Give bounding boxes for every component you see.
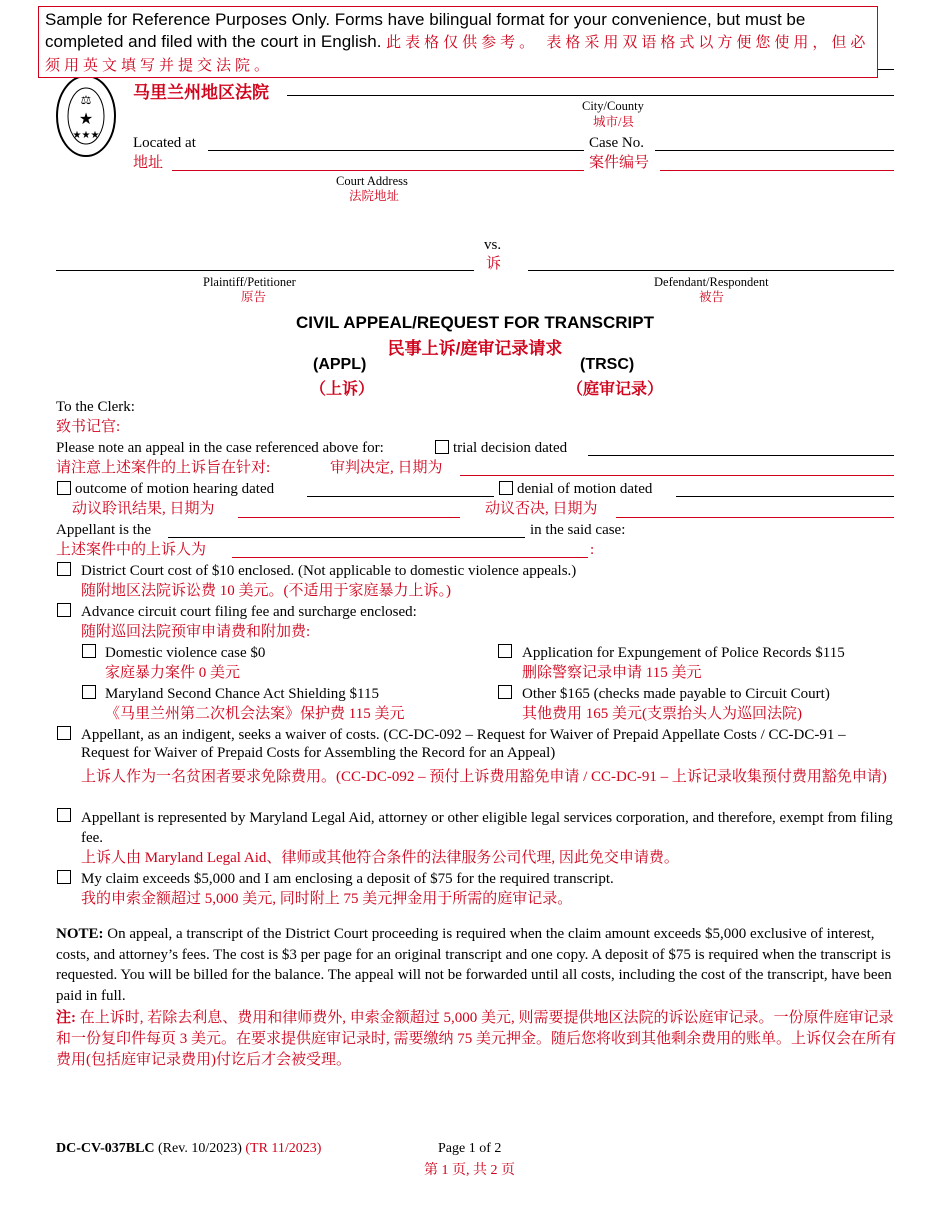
- other-fee-label-zh: 其他费用 165 美元(支票抬头人为巡回法院): [522, 706, 802, 722]
- case-no-line[interactable]: [655, 150, 894, 151]
- legal-aid-label-zh: 上诉人由 Maryland Legal Aid、律师或其他符合条件的法律服务公司代理, 因此免交申请费。: [81, 850, 679, 866]
- other-fee-checkbox[interactable]: [498, 685, 512, 699]
- case-no-line-zh[interactable]: [660, 170, 894, 171]
- case-no-label: Case No.: [589, 135, 644, 151]
- form-id-footer: [56, 1141, 321, 1157]
- denial-motion-date-line[interactable]: [676, 496, 894, 497]
- trsc-code: (TRSC): [580, 356, 635, 373]
- located-at-line[interactable]: [208, 150, 584, 151]
- domestic-violence-label: Domestic violence case $0: [105, 645, 266, 661]
- form-id: DC-CV-037BLC: [56, 1141, 155, 1156]
- form-rev: (Rev. 10/2023): [154, 1141, 242, 1156]
- claim-exceeds-label-zh: 我的申索金额超过 5,000 美元, 同时附上 75 美元押金用于所需的庭审记录。: [81, 891, 573, 907]
- case-no-label-zh: 案件编号: [589, 155, 650, 171]
- note-text-zh: 在上诉时, 若除去利息、费用和律师费外, 申索金额超过 5,000 美元, 则需要提供地区法院的诉讼庭审记录。一份原件庭审记录和一份复印件每页 3 美元。在要求提供庭审记录时, 需要缴纳 75 美元押金。随后您将收到其他剩余费用的账单。上诉仅会在所有费用(包括庭审记录费用)付讫后才会被受理。: [56, 1010, 897, 1068]
- indigent-waiver-label: Appellant, as an indigent, seeks a waiver of costs. (CC-DC-092 – Request for Waiver of Prepaid Appellate Costs / CC-DC-91 – Request for Waiver of Prepaid Costs for Assembling the Record for an Appeal): [81, 727, 846, 761]
- to-clerk: To the Clerk:: [56, 399, 135, 415]
- second-chance-checkbox[interactable]: [82, 685, 96, 699]
- city-county-label-zh: 城市/县: [593, 115, 634, 129]
- district-cost-label: District Court cost of $10 enclosed. (Not applicable to domestic violence appeals.): [81, 563, 577, 579]
- other-fee-label: Other $165 (checks made payable to Circuit Court): [522, 686, 830, 702]
- located-at-label: Located at: [133, 135, 196, 151]
- sample-banner: [38, 6, 878, 78]
- form-title-zh: 民事上诉/庭审记录请求: [387, 339, 563, 358]
- note-appeal-text: Please note an appeal in the case referenced above for:: [56, 440, 384, 456]
- plaintiff-line[interactable]: [56, 270, 474, 271]
- court-name-line[interactable]: [287, 95, 894, 96]
- plaintiff-label-zh: 原告: [241, 290, 267, 304]
- note-text: On appeal, a transcript of the District Court proceeding is required when the claim amount exceeds $5,000 exclusive of interest, costs, and attorney’s fees. The cost is $3 per page for an original transcript and one copy. A deposit of $75 is required when the transcript is requested. You will be billed for the balance. The appeal will not be forwarded until all costs, including the cost of the transcript, have been paid in full.: [56, 926, 892, 1004]
- appl-code-zh: （上诉）: [310, 381, 375, 398]
- trial-decision-label: trial decision dated: [453, 440, 568, 456]
- to-clerk-zh: 致书记官:: [56, 419, 121, 435]
- trial-decision-checkbox[interactable]: [435, 440, 449, 454]
- appellant-is-label-zh: 上述案件中的上诉人为: [56, 542, 207, 558]
- domestic-violence-checkbox[interactable]: [82, 644, 96, 658]
- trial-decision-label-zh: 审判决定, 日期为: [330, 460, 443, 476]
- trial-decision-date-line[interactable]: [588, 455, 894, 456]
- defendant-line[interactable]: [528, 270, 894, 271]
- appellant-role-line[interactable]: [168, 537, 525, 538]
- second-chance-label-zh: 《马里兰州第二次机会法案》保护费 115 美元: [105, 706, 405, 722]
- svg-text:⚖: ⚖: [80, 93, 92, 107]
- indigent-waiver-label-zh: 上诉人作为一名贫困者要求免除费用。(CC-DC-092 – 预付上诉费用豁免申请 / CC-DC-91 – 上诉记录收集预付费用豁免申请): [81, 769, 887, 785]
- page-number-zh: 第 1 页, 共 2 页: [424, 1163, 515, 1178]
- svg-text:★★★: ★★★: [72, 130, 100, 141]
- advance-fee-checkbox[interactable]: [57, 603, 71, 617]
- banner-text-zh: 此表格仅供参考。 表格采用双语格式以方便您使用，但必须用英文填写并提交法院。: [45, 34, 870, 74]
- in-said-case-label: in the said case:: [530, 522, 626, 538]
- vs-label-zh: 诉: [486, 256, 502, 272]
- defendant-label: Defendant/Respondent: [654, 275, 769, 289]
- advance-fee-label: Advance circuit court filing fee and surcharge enclosed:: [81, 604, 417, 620]
- note-label-zh: 注:: [56, 1010, 76, 1026]
- note-appeal-text-zh: 请注意上述案件的上诉旨在针对:: [56, 460, 271, 476]
- appellant-is-label: Appellant is the: [56, 522, 151, 538]
- page-number: Page 1 of 2: [438, 1141, 502, 1156]
- expungement-label-zh: 删除警察记录申请 115 美元: [522, 665, 702, 681]
- denial-motion-date-line-zh[interactable]: [616, 517, 894, 518]
- note-paragraph-zh: [56, 1008, 896, 1071]
- legal-aid-checkbox[interactable]: [57, 808, 71, 822]
- located-at-label-zh: 地址: [133, 155, 164, 171]
- appellant-role-line-zh[interactable]: [232, 557, 588, 558]
- denial-motion-label-zh: 动议否决, 日期为: [485, 501, 598, 517]
- banner-text: Sample for Reference Purposes Only. Forms have bilingual format for your convenience, but must be completed and filed with the court in English.: [45, 10, 806, 51]
- svg-text:★: ★: [78, 109, 94, 128]
- form-tr: (TR 11/2023): [241, 1141, 322, 1156]
- form-title: CIVIL APPEAL/REQUEST FOR TRANSCRIPT: [296, 313, 654, 332]
- second-chance-label: Maryland Second Chance Act Shielding $115: [105, 686, 379, 702]
- court-address-label: Court Address: [336, 174, 408, 188]
- note-label: NOTE:: [56, 926, 104, 942]
- advance-fee-label-zh: 随附巡回法院预审申请费和附加费:: [81, 624, 311, 640]
- domestic-violence-label-zh: 家庭暴力案件 0 美元: [105, 665, 241, 681]
- expungement-checkbox[interactable]: [498, 644, 512, 658]
- district-cost-checkbox[interactable]: [57, 562, 71, 576]
- outcome-motion-label: outcome of motion hearing dated: [75, 481, 275, 497]
- denial-motion-checkbox[interactable]: [499, 481, 513, 495]
- appl-code: (APPL): [313, 356, 367, 373]
- court-address-label-zh: 法院地址: [349, 189, 400, 203]
- city-county-label: City/County: [582, 99, 644, 113]
- trsc-code-zh: （庭审记录）: [567, 381, 664, 398]
- outcome-motion-date-line[interactable]: [307, 496, 494, 497]
- banner-edge-line: [878, 69, 894, 70]
- note-paragraph: [56, 924, 896, 1006]
- expungement-label: Application for Expungement of Police Records $115: [522, 645, 845, 661]
- claim-exceeds-checkbox[interactable]: [57, 870, 71, 884]
- defendant-label-zh: 被告: [699, 290, 725, 304]
- outcome-motion-date-line-zh[interactable]: [238, 517, 460, 518]
- court-seal-icon: [55, 72, 117, 160]
- outcome-motion-label-zh: 动议聆讯结果, 日期为: [72, 501, 215, 517]
- outcome-motion-checkbox[interactable]: [57, 481, 71, 495]
- vs-label: vs.: [484, 237, 502, 253]
- plaintiff-label: Plaintiff/Petitioner: [203, 275, 296, 289]
- court-name-zh: 马里兰州地区法院: [133, 83, 269, 102]
- denial-motion-label: denial of motion dated: [517, 481, 653, 497]
- indigent-waiver-checkbox[interactable]: [57, 726, 71, 740]
- legal-aid-label: Appellant is represented by Maryland Legal Aid, attorney or other eligible legal services corporation, and therefore, exempt from filing fee.: [81, 810, 893, 846]
- appellant-colon-zh: :: [590, 542, 595, 558]
- located-at-line-zh[interactable]: [172, 170, 584, 171]
- claim-exceeds-label: My claim exceeds $5,000 and I am enclosing a deposit of $75 for the required transcript.: [81, 871, 614, 887]
- trial-decision-date-line-zh[interactable]: [460, 475, 894, 476]
- district-cost-label-zh: 随附地区法院诉讼费 10 美元。(不适用于家庭暴力上诉。): [81, 583, 451, 599]
